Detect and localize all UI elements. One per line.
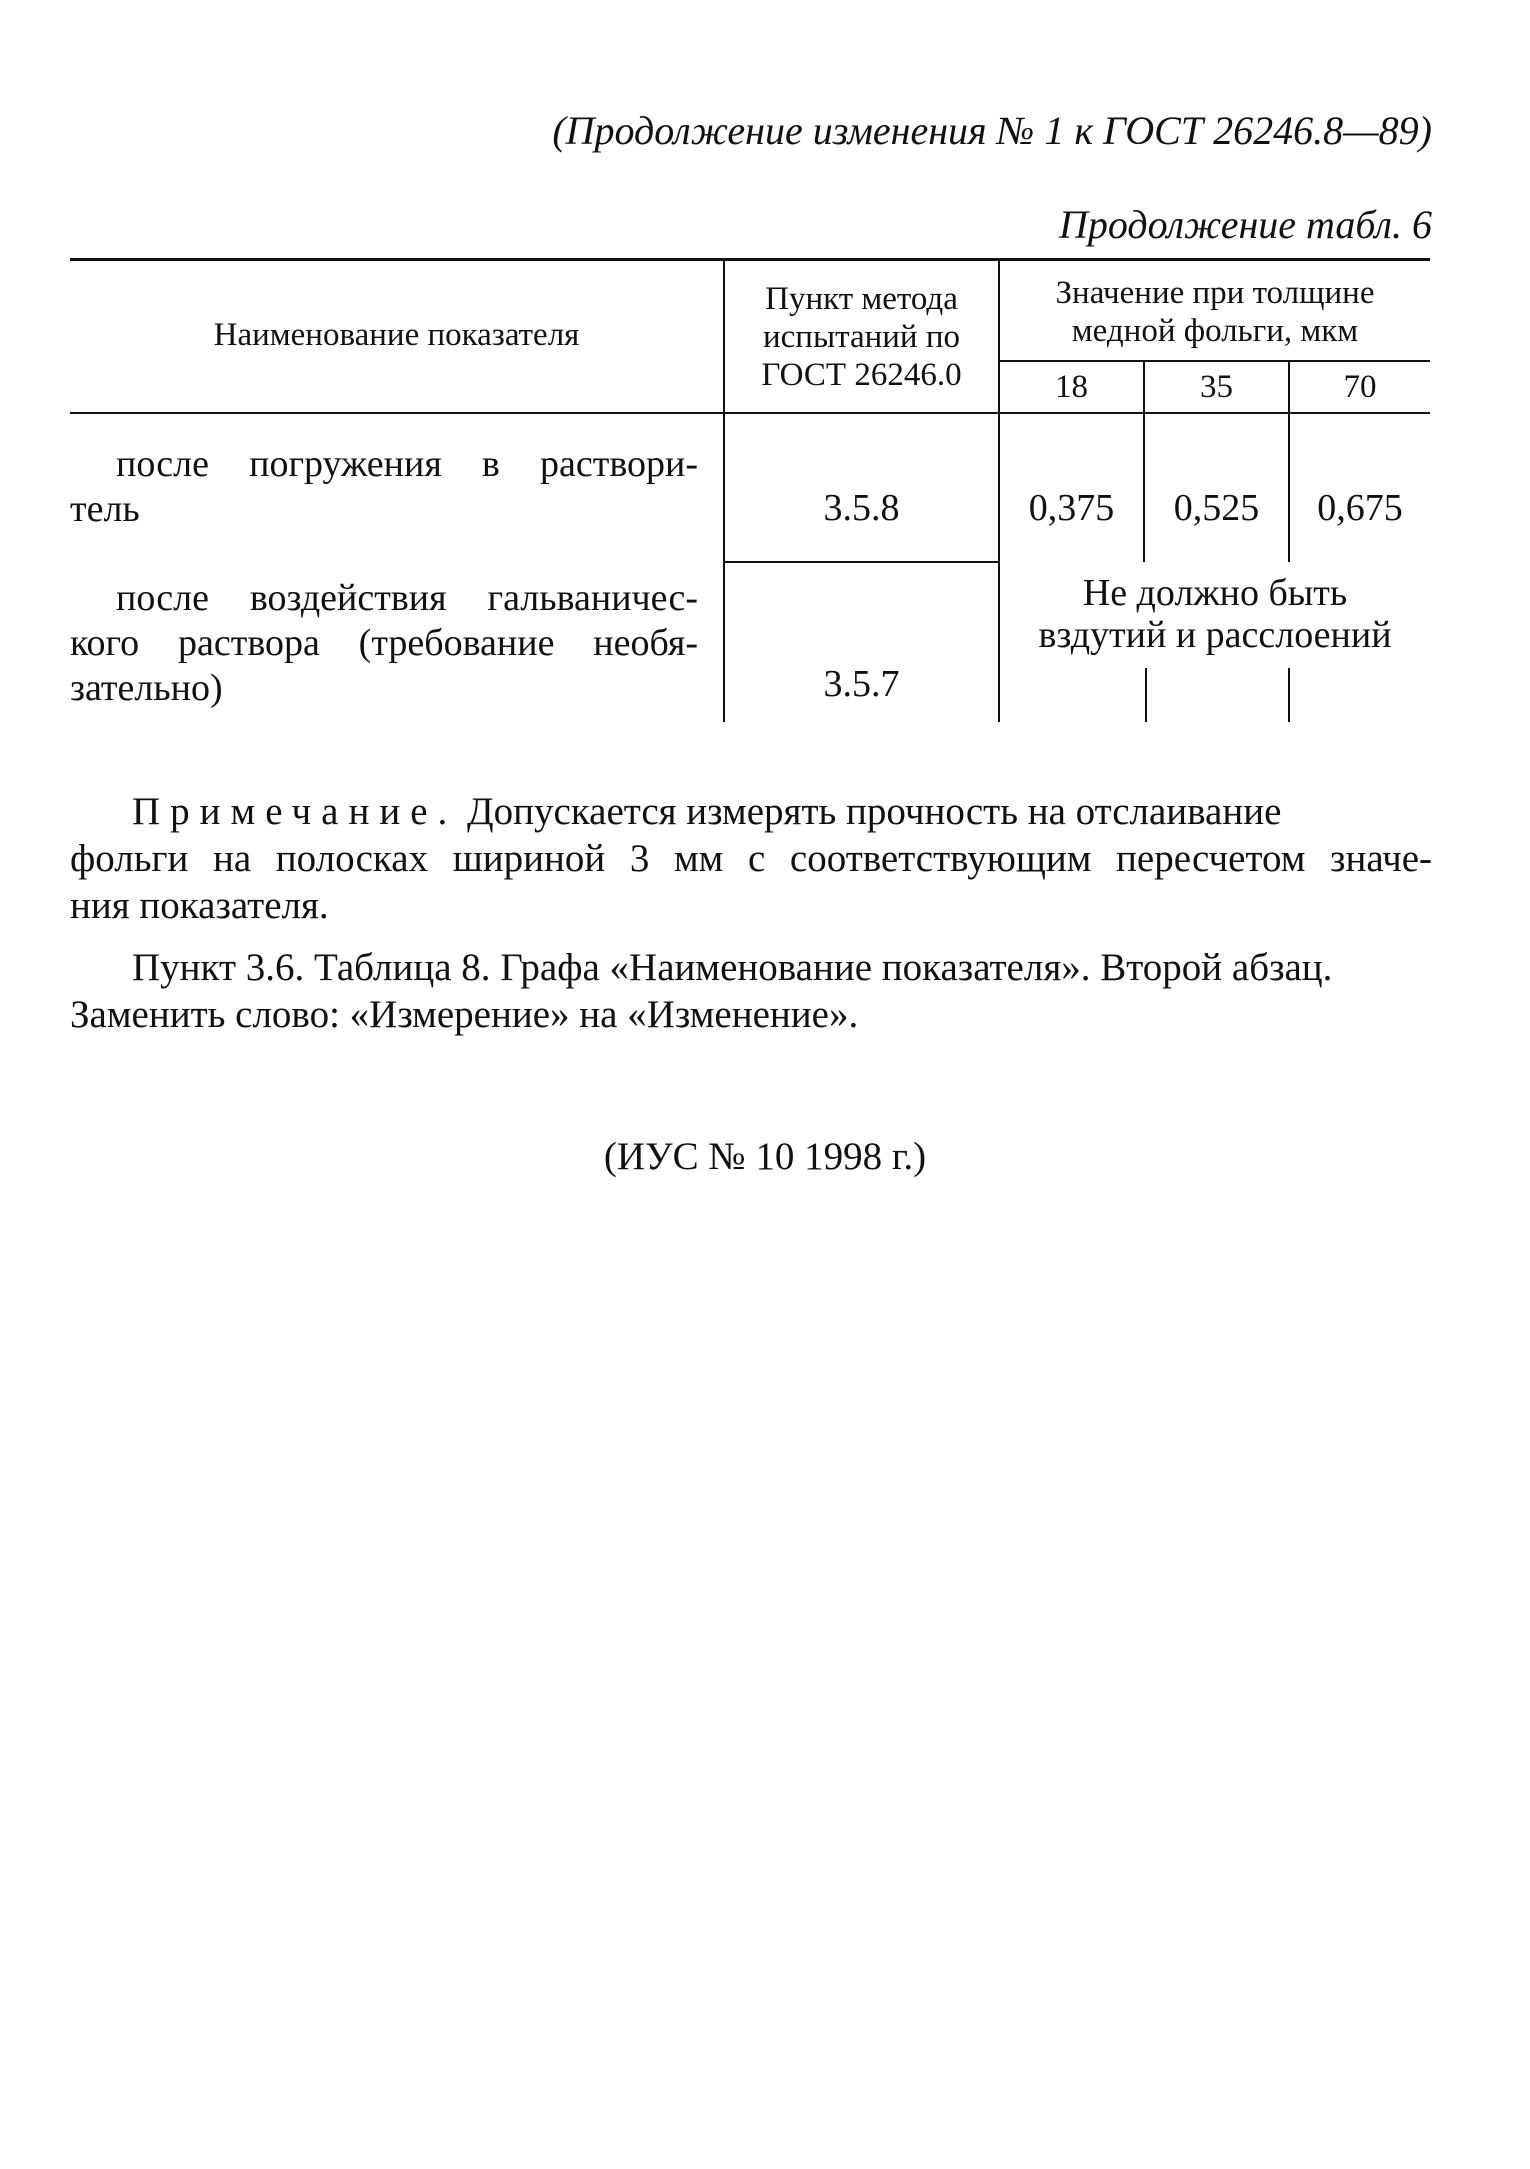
document-footer: (ИУС № 10 1998 г.) — [603, 1135, 927, 1178]
header-name: Наименование показателя — [213, 317, 580, 353]
note-text-3: ния показателя. — [70, 884, 329, 927]
value-col-rule-2b — [1288, 668, 1290, 722]
row2-name: после воздействия гальваничес- кого раствора (требование необя- зательно) — [70, 577, 698, 709]
amendment-line-1: Пункт 3.6. Таблица 8. Графа «Наименование показателя». Второй абзац. — [132, 946, 1333, 989]
thickness-subheader-rule — [998, 360, 1430, 362]
header-method: Пункт метода испытаний по ГОСТ 26246.0 — [761, 281, 962, 393]
row2-values-note: Не должно быть вздутий и расслоений — [1038, 572, 1392, 656]
header-thickness-35: 35 — [1200, 369, 1233, 405]
note-text-2: фольги на полосках шириной 3 мм с соответствующим пересчетом значе- — [70, 837, 1432, 880]
document-header: (Продолжение изменения № 1 к ГОСТ 26246.8—89) — [552, 108, 1432, 153]
header-value: Значение при толщине медной фольги, мкм — [1055, 275, 1375, 349]
row2-method: 3.5.7 — [823, 663, 900, 705]
row1-method: 3.5.8 — [823, 487, 900, 529]
table-header-rule — [70, 412, 1430, 414]
row1-value-35: 0,525 — [1173, 487, 1260, 529]
row1-value-18: 0,375 — [1028, 487, 1115, 529]
note-label: Примечание. — [132, 790, 458, 833]
header-thickness-18: 18 — [1055, 369, 1088, 405]
specs-table — [70, 258, 1430, 722]
table-top-rule — [70, 258, 1430, 261]
row1-name: после погружения в раствори- тель — [70, 443, 698, 530]
method-row-divider — [724, 561, 1000, 563]
amendment-line-2: Заменить слово: «Измерение» на «Изменение». — [70, 993, 859, 1036]
header-thickness-70: 70 — [1343, 369, 1377, 405]
amendment-paragraph — [70, 944, 1432, 1038]
table-caption: Продолжение табл. 6 — [1058, 202, 1432, 247]
row1-value-70: 0,675 — [1317, 487, 1403, 529]
value-col-rule-1b — [1145, 668, 1147, 722]
table-note — [70, 788, 1432, 929]
note-text-1: Допускается измерять прочность на отслаивание — [457, 790, 1282, 833]
